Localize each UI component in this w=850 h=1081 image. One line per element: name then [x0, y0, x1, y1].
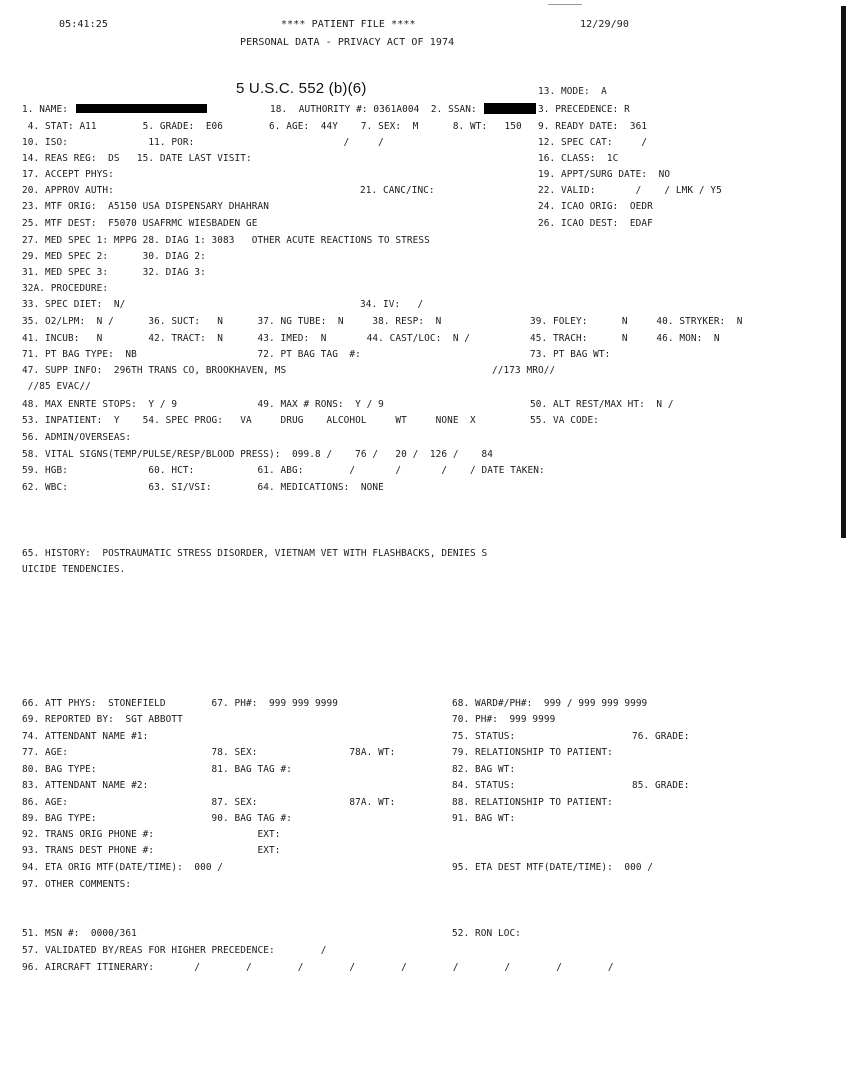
field-mtf-dest: 25. MTF DEST: F5070 USAFRMC WIESBADEN GE [22, 218, 258, 229]
row-att-phys: 66. ATT PHYS: STONEFIELD 67. PH#: 999 999 9999 [22, 698, 338, 709]
field-mode: 13. MODE: A [538, 86, 607, 97]
field-va-code: 55. VA CODE: [530, 415, 599, 426]
field-ready-date: 9. READY DATE: 361 [538, 121, 648, 132]
row-hgb-hct-abg: 59. HGB: 60. HCT: 61. ABG: / / / / DATE TAKEN: [22, 465, 545, 476]
field-attendant-2: 83. ATTENDANT NAME #2: [22, 780, 149, 791]
row-iso-por: 10. ISO: 11. POR: / / [22, 137, 384, 148]
row-pt-bag: 71. PT BAG TYPE: NB 72. PT BAG TAG #: [22, 349, 361, 360]
field-status-1: 75. STATUS: [452, 731, 516, 742]
field-relationship-1: 79. RELATIONSHIP TO PATIENT: [452, 747, 613, 758]
row-max-stops-rons: 48. MAX ENRTE STOPS: Y / 9 49. MAX # RONS: Y / 9 [22, 399, 384, 410]
field-supp-info-evac: //85 EVAC// [22, 381, 91, 392]
field-ward-ph: 68. WARD#/PH#: 999 / 999 999 9999 [452, 698, 648, 709]
print-time: 05:41:25 [59, 19, 108, 30]
field-history: 65. HISTORY: POSTRAUMATIC STRESS DISORDER, VIETNAM VET WITH FLASHBACKS, DENIES S [22, 548, 488, 559]
field-grade-1: 76. GRADE: [632, 731, 690, 742]
field-other-comments: 97. OTHER COMMENTS: [22, 879, 132, 890]
document-subtitle: PERSONAL DATA - PRIVACY ACT OF 1974 [240, 37, 455, 48]
field-accept-phys: 17. ACCEPT PHYS: [22, 169, 114, 180]
field-appt-surg-date: 19. APPT/SURG DATE: NO [538, 169, 671, 180]
field-validated-by: 57. VALIDATED BY/REAS FOR HIGHER PRECEDENCE: / [22, 945, 327, 956]
field-alt-rest: 50. ALT REST/MAX HT: N / [530, 399, 674, 410]
row-wbc-si-medications: 62. WBC: 63. SI/VSI: 64. MEDICATIONS: NONE [22, 482, 384, 493]
redaction-name [76, 104, 207, 113]
row-foley-stryker: 39. FOLEY: N 40. STRYKER: N [530, 316, 743, 327]
redaction-ssan [484, 103, 536, 114]
row-reas-reg: 14. REAS REG: DS 15. DATE LAST VISIT: [22, 153, 252, 164]
row-med-spec-1: 27. MED SPEC 1: MPPG 28. DIAG 1: 3083 OTHER ACUTE REACTIONS TO STRESS [22, 235, 430, 246]
row-age-sex-wt-2: 86. AGE: 87. SEX: 87A. WT: [22, 797, 396, 808]
field-reported-by: 69. REPORTED BY: SGT ABBOTT [22, 714, 183, 725]
scan-edge-bar [841, 6, 846, 538]
row-bag-2: 89. BAG TYPE: 90. BAG TAG #: [22, 813, 292, 824]
field-icao-dest: 26. ICAO DEST: EDAF [538, 218, 653, 229]
field-bag-wt-1: 82. BAG WT: [452, 764, 516, 775]
foia-exemption-stamp: 5 U.S.C. 552 (b)(6) [236, 80, 367, 97]
field-eta-orig: 94. ETA ORIG MTF(DATE/TIME): 000 / [22, 862, 224, 873]
field-pt-bag-wt: 73. PT BAG WT: [530, 349, 611, 360]
field-iv: 34. IV: / [360, 299, 424, 310]
field-supp-info-cont: //173 MRO// [492, 365, 556, 376]
field-class: 16. CLASS: 1C [538, 153, 619, 164]
row-stat-grade-age-sex-wt: 4. STAT: A11 5. GRADE: E06 6. AGE: 44Y 7. SEX: M 8. WT: 150 [22, 121, 522, 132]
scan-mark [548, 4, 582, 5]
row-inpatient-spec-prog: 53. INPATIENT: Y 54. SPEC PROG: VA DRUG ALCOHOL WT NONE X [22, 415, 476, 426]
field-supp-info: 47. SUPP INFO: 296TH TRANS CO, BROOKHAVEN, MS [22, 365, 287, 376]
field-ph: 70. PH#: 999 9999 [452, 714, 556, 725]
field-name: 1. NAME: [22, 104, 68, 115]
field-ron-loc: 52. RON LOC: [452, 928, 521, 939]
field-attendant-1: 74. ATTENDANT NAME #1: [22, 731, 149, 742]
field-aircraft-itinerary: 96. AIRCRAFT ITINERARY: / / / / / / / / / [22, 962, 614, 973]
document-title: **** PATIENT FILE **** [281, 19, 416, 30]
field-procedure: 32A. PROCEDURE: [22, 283, 109, 294]
field-status-2: 84. STATUS: [452, 780, 516, 791]
print-date: 12/29/90 [580, 19, 629, 30]
field-eta-dest: 95. ETA DEST MTF(DATE/TIME): 000 / [452, 862, 654, 873]
field-valid: 22. VALID: / / LMK / Y5 [538, 185, 722, 196]
field-bag-wt-2: 91. BAG WT: [452, 813, 516, 824]
row-trach-mon: 45. TRACH: N 46. MON: N [530, 333, 720, 344]
row-trans-orig-phone: 92. TRANS ORIG PHONE #: EXT: [22, 829, 281, 840]
field-icao-orig: 24. ICAO ORIG: OEDR [538, 201, 653, 212]
field-canc-inc: 21. CANC/INC: [360, 185, 435, 196]
field-admin-overseas: 56. ADMIN/OVERSEAS: [22, 432, 132, 443]
field-spec-cat: 12. SPEC CAT: / [538, 137, 648, 148]
row-bag-1: 80. BAG TYPE: 81. BAG TAG #: [22, 764, 292, 775]
field-grade-2: 85. GRADE: [632, 780, 690, 791]
row-o2-suct-ng-resp: 35. O2/LPM: N / 36. SUCT: N 37. NG TUBE: N 38. RESP: N [22, 316, 442, 327]
row-incub-tract-imed-cast: 41. INCUB: N 42. TRACT: N 43. IMED: N 44. CAST/LOC: N / [22, 333, 471, 344]
field-spec-diet: 33. SPEC DIET: N/ [22, 299, 126, 310]
row-age-sex-wt-1: 77. AGE: 78. SEX: 78A. WT: [22, 747, 396, 758]
field-relationship-2: 88. RELATIONSHIP TO PATIENT: [452, 797, 613, 808]
field-msn: 51. MSN #: 0000/361 [22, 928, 137, 939]
field-precedence: 3. PRECEDENCE: R [538, 104, 630, 115]
field-approv-auth: 20. APPROV AUTH: [22, 185, 114, 196]
row-med-spec-3: 31. MED SPEC 3: 32. DIAG 3: [22, 267, 206, 278]
field-mtf-orig: 23. MTF ORIG: A5150 USA DISPENSARY DHAHRAN [22, 201, 270, 212]
field-history-cont: UICIDE TENDENCIES. [22, 564, 126, 575]
row-trans-dest-phone: 93. TRANS DEST PHONE #: EXT: [22, 845, 281, 856]
row-med-spec-2: 29. MED SPEC 2: 30. DIAG 2: [22, 251, 206, 262]
row-vital-signs: 58. VITAL SIGNS(TEMP/PULSE/RESP/BLOOD PRESS): 099.8 / 76 / 20 / 126 / 84 [22, 449, 494, 460]
field-authority-ssan: 18. AUTHORITY #: 0361A004 2. SSAN: [270, 104, 477, 115]
